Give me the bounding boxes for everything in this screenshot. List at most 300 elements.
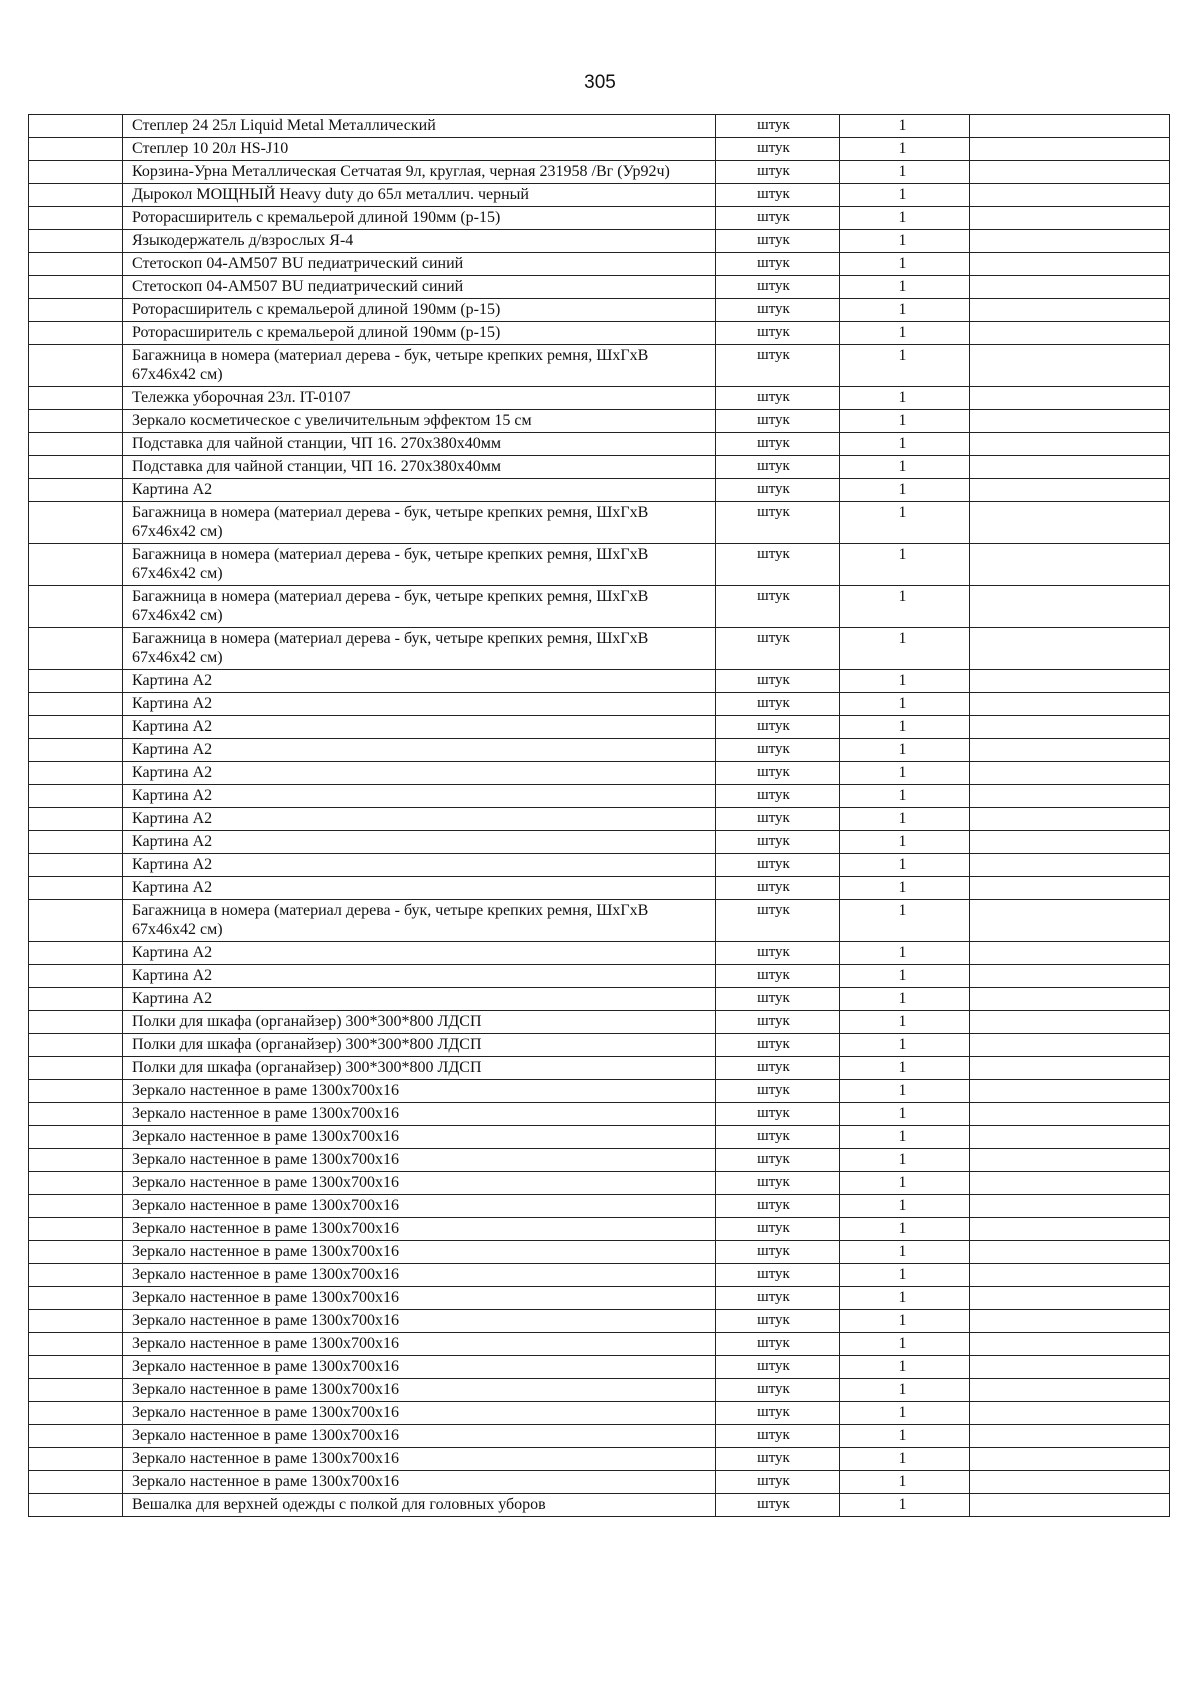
unit-cell: штук — [716, 276, 840, 299]
unit-cell: штук — [716, 387, 840, 410]
item-name-cell: Картина А2 — [123, 988, 716, 1011]
note-cell — [970, 1149, 1170, 1172]
unit-cell: штук — [716, 693, 840, 716]
quantity-cell: 1 — [840, 479, 970, 502]
item-name-cell: Картина А2 — [123, 965, 716, 988]
table-row — [29, 1149, 1170, 1172]
row-number-cell — [29, 1149, 123, 1172]
item-name-cell: Картина А2 — [123, 479, 716, 502]
table-row — [29, 628, 1170, 670]
item-name-cell: Языкодержатель д/взрослых Я-4 — [123, 230, 716, 253]
row-number-cell — [29, 387, 123, 410]
note-cell — [970, 1034, 1170, 1057]
note-cell — [970, 299, 1170, 322]
table-row — [29, 433, 1170, 456]
item-name-cell: Картина А2 — [123, 831, 716, 854]
table-row — [29, 1241, 1170, 1264]
note-cell — [970, 1057, 1170, 1080]
quantity-cell: 1 — [840, 1448, 970, 1471]
row-number-cell — [29, 1195, 123, 1218]
table-row — [29, 942, 1170, 965]
row-number-cell — [29, 785, 123, 808]
quantity-cell: 1 — [840, 739, 970, 762]
item-name-cell: Зеркало настенное в раме 1300х700х16 — [123, 1402, 716, 1425]
row-number-cell — [29, 345, 123, 387]
row-number-cell — [29, 1333, 123, 1356]
quantity-cell: 1 — [840, 1057, 970, 1080]
unit-cell: штук — [716, 479, 840, 502]
quantity-cell: 1 — [840, 1080, 970, 1103]
table-row — [29, 1172, 1170, 1195]
table-row — [29, 1287, 1170, 1310]
unit-cell: штук — [716, 1195, 840, 1218]
quantity-cell: 1 — [840, 1103, 970, 1126]
table-row — [29, 1310, 1170, 1333]
quantity-cell: 1 — [840, 1356, 970, 1379]
item-name-cell: Картина А2 — [123, 877, 716, 900]
table-row — [29, 276, 1170, 299]
quantity-cell: 1 — [840, 299, 970, 322]
table-row — [29, 586, 1170, 628]
quantity-cell: 1 — [840, 1287, 970, 1310]
note-cell — [970, 1402, 1170, 1425]
unit-cell: штук — [716, 739, 840, 762]
row-number-cell — [29, 253, 123, 276]
table-row — [29, 1448, 1170, 1471]
table-row — [29, 1379, 1170, 1402]
note-cell — [970, 942, 1170, 965]
unit-cell: штук — [716, 1494, 840, 1517]
row-number-cell — [29, 1379, 123, 1402]
quantity-cell: 1 — [840, 207, 970, 230]
note-cell — [970, 762, 1170, 785]
item-name-cell: Роторасширитель с кремальерой длиной 190мм (р-15) — [123, 299, 716, 322]
row-number-cell — [29, 988, 123, 1011]
note-cell — [970, 138, 1170, 161]
row-number-cell — [29, 1218, 123, 1241]
item-name-cell: Роторасширитель с кремальерой длиной 190мм (р-15) — [123, 322, 716, 345]
table-row — [29, 1011, 1170, 1034]
note-cell — [970, 1287, 1170, 1310]
unit-cell: штук — [716, 184, 840, 207]
table-row — [29, 762, 1170, 785]
note-cell — [970, 900, 1170, 942]
table-row — [29, 299, 1170, 322]
quantity-cell: 1 — [840, 988, 970, 1011]
quantity-cell: 1 — [840, 276, 970, 299]
item-name-cell: Картина А2 — [123, 739, 716, 762]
note-cell — [970, 230, 1170, 253]
note-cell — [970, 1241, 1170, 1264]
table-row — [29, 161, 1170, 184]
item-name-cell: Подставка для чайной станции, ЧП 16. 270х380х40мм — [123, 433, 716, 456]
note-cell — [970, 670, 1170, 693]
table-row — [29, 1080, 1170, 1103]
note-cell — [970, 1172, 1170, 1195]
quantity-cell: 1 — [840, 1471, 970, 1494]
table-row — [29, 785, 1170, 808]
row-number-cell — [29, 1425, 123, 1448]
note-cell — [970, 1126, 1170, 1149]
unit-cell: штук — [716, 1471, 840, 1494]
item-name-cell: Зеркало настенное в раме 1300х700х16 — [123, 1218, 716, 1241]
unit-cell: штук — [716, 716, 840, 739]
item-name-cell: Картина А2 — [123, 808, 716, 831]
row-number-cell — [29, 1057, 123, 1080]
unit-cell: штук — [716, 1402, 840, 1425]
note-cell — [970, 628, 1170, 670]
item-name-cell: Зеркало настенное в раме 1300х700х16 — [123, 1310, 716, 1333]
item-name-cell: Зеркало настенное в раме 1300х700х16 — [123, 1241, 716, 1264]
unit-cell: штук — [716, 1310, 840, 1333]
note-cell — [970, 345, 1170, 387]
note-cell — [970, 276, 1170, 299]
quantity-cell: 1 — [840, 808, 970, 831]
unit-cell: штук — [716, 502, 840, 544]
note-cell — [970, 387, 1170, 410]
table-row — [29, 808, 1170, 831]
quantity-cell: 1 — [840, 253, 970, 276]
note-cell — [970, 785, 1170, 808]
unit-cell: штук — [716, 1379, 840, 1402]
note-cell — [970, 1011, 1170, 1034]
quantity-cell: 1 — [840, 1172, 970, 1195]
row-number-cell — [29, 1494, 123, 1517]
table-row — [29, 854, 1170, 877]
table-row — [29, 1333, 1170, 1356]
item-name-cell: Зеркало настенное в раме 1300х700х16 — [123, 1356, 716, 1379]
table-row — [29, 1126, 1170, 1149]
item-name-cell: Багажница в номера (материал дерева - бук, четыре крепких ремня, ШхГхВ 67х46х42 см) — [123, 586, 716, 628]
item-name-cell: Степлер 24 25л Liquid Metal Металлический — [123, 115, 716, 138]
quantity-cell: 1 — [840, 138, 970, 161]
row-number-cell — [29, 138, 123, 161]
unit-cell: штук — [716, 1172, 840, 1195]
row-number-cell — [29, 1264, 123, 1287]
table-row — [29, 479, 1170, 502]
quantity-cell: 1 — [840, 877, 970, 900]
unit-cell: штук — [716, 877, 840, 900]
item-name-cell: Полки для шкафа (органайзер) 300*300*800 ЛДСП — [123, 1057, 716, 1080]
unit-cell: штук — [716, 785, 840, 808]
note-cell — [970, 322, 1170, 345]
row-number-cell — [29, 456, 123, 479]
item-name-cell: Зеркало настенное в раме 1300х700х16 — [123, 1448, 716, 1471]
table-row — [29, 900, 1170, 942]
table-row — [29, 1356, 1170, 1379]
unit-cell: штук — [716, 1356, 840, 1379]
quantity-cell: 1 — [840, 1241, 970, 1264]
unit-cell: штук — [716, 1057, 840, 1080]
note-cell — [970, 739, 1170, 762]
quantity-cell: 1 — [840, 1011, 970, 1034]
row-number-cell — [29, 1080, 123, 1103]
item-name-cell: Багажница в номера (материал дерева - бук, четыре крепких ремня, ШхГхВ 67х46х42 см) — [123, 628, 716, 670]
row-number-cell — [29, 1126, 123, 1149]
unit-cell: штук — [716, 1149, 840, 1172]
note-cell — [970, 207, 1170, 230]
row-number-cell — [29, 942, 123, 965]
quantity-cell: 1 — [840, 161, 970, 184]
quantity-cell: 1 — [840, 900, 970, 942]
quantity-cell: 1 — [840, 345, 970, 387]
table-row — [29, 693, 1170, 716]
row-number-cell — [29, 1011, 123, 1034]
table-row — [29, 502, 1170, 544]
table-row — [29, 965, 1170, 988]
row-number-cell — [29, 900, 123, 942]
quantity-cell: 1 — [840, 1218, 970, 1241]
table-row — [29, 1494, 1170, 1517]
unit-cell: штук — [716, 854, 840, 877]
unit-cell: штук — [716, 1287, 840, 1310]
unit-cell: штук — [716, 253, 840, 276]
page-number: 305 — [584, 72, 616, 93]
row-number-cell — [29, 161, 123, 184]
row-number-cell — [29, 1034, 123, 1057]
item-name-cell: Зеркало настенное в раме 1300х700х16 — [123, 1471, 716, 1494]
table-row — [29, 138, 1170, 161]
item-name-cell: Зеркало настенное в раме 1300х700х16 — [123, 1103, 716, 1126]
unit-cell: штук — [716, 900, 840, 942]
note-cell — [970, 586, 1170, 628]
item-name-cell: Картина А2 — [123, 854, 716, 877]
note-cell — [970, 456, 1170, 479]
quantity-cell: 1 — [840, 762, 970, 785]
row-number-cell — [29, 628, 123, 670]
quantity-cell: 1 — [840, 184, 970, 207]
unit-cell: штук — [716, 965, 840, 988]
table-row — [29, 988, 1170, 1011]
note-cell — [970, 1264, 1170, 1287]
inventory-table — [28, 114, 1170, 1517]
quantity-cell: 1 — [840, 322, 970, 345]
item-name-cell: Картина А2 — [123, 693, 716, 716]
unit-cell: штук — [716, 115, 840, 138]
quantity-cell: 1 — [840, 628, 970, 670]
note-cell — [970, 693, 1170, 716]
note-cell — [970, 161, 1170, 184]
table-row — [29, 184, 1170, 207]
item-name-cell: Зеркало настенное в раме 1300х700х16 — [123, 1287, 716, 1310]
note-cell — [970, 410, 1170, 433]
item-name-cell: Полки для шкафа (органайзер) 300*300*800 ЛДСП — [123, 1011, 716, 1034]
row-number-cell — [29, 544, 123, 586]
row-number-cell — [29, 670, 123, 693]
quantity-cell: 1 — [840, 1126, 970, 1149]
table-row — [29, 322, 1170, 345]
row-number-cell — [29, 322, 123, 345]
unit-cell: штук — [716, 586, 840, 628]
table-row — [29, 230, 1170, 253]
quantity-cell: 1 — [840, 387, 970, 410]
row-number-cell — [29, 1287, 123, 1310]
note-cell — [970, 1356, 1170, 1379]
quantity-cell: 1 — [840, 1195, 970, 1218]
row-number-cell — [29, 586, 123, 628]
quantity-cell: 1 — [840, 1379, 970, 1402]
row-number-cell — [29, 115, 123, 138]
unit-cell: штук — [716, 1264, 840, 1287]
table-row — [29, 739, 1170, 762]
row-number-cell — [29, 433, 123, 456]
table-row — [29, 544, 1170, 586]
item-name-cell: Зеркало косметическое с увеличительным эффектом 15 см — [123, 410, 716, 433]
table-row — [29, 253, 1170, 276]
item-name-cell: Зеркало настенное в раме 1300х700х16 — [123, 1172, 716, 1195]
note-cell — [970, 502, 1170, 544]
table-body — [29, 115, 1170, 1517]
item-name-cell: Зеркало настенное в раме 1300х700х16 — [123, 1264, 716, 1287]
item-name-cell: Подставка для чайной станции, ЧП 16. 270х380х40мм — [123, 456, 716, 479]
item-name-cell: Картина А2 — [123, 670, 716, 693]
note-cell — [970, 115, 1170, 138]
unit-cell: штук — [716, 138, 840, 161]
unit-cell: штук — [716, 942, 840, 965]
row-number-cell — [29, 207, 123, 230]
unit-cell: штук — [716, 1241, 840, 1264]
item-name-cell: Картина А2 — [123, 716, 716, 739]
table-row — [29, 207, 1170, 230]
row-number-cell — [29, 808, 123, 831]
quantity-cell: 1 — [840, 1149, 970, 1172]
unit-cell: штук — [716, 831, 840, 854]
quantity-cell: 1 — [840, 1402, 970, 1425]
quantity-cell: 1 — [840, 1034, 970, 1057]
row-number-cell — [29, 479, 123, 502]
quantity-cell: 1 — [840, 1494, 970, 1517]
unit-cell: штук — [716, 988, 840, 1011]
item-name-cell: Картина А2 — [123, 762, 716, 785]
item-name-cell: Корзина-Урна Металлическая Сетчатая 9л, круглая, черная 231958 /Вг (Ур92ч) — [123, 161, 716, 184]
quantity-cell: 1 — [840, 456, 970, 479]
item-name-cell: Багажница в номера (материал дерева - бук, четыре крепких ремня, ШхГхВ 67х46х42 см) — [123, 345, 716, 387]
table-row — [29, 1264, 1170, 1287]
row-number-cell — [29, 1471, 123, 1494]
row-number-cell — [29, 854, 123, 877]
unit-cell: штук — [716, 1218, 840, 1241]
unit-cell: штук — [716, 1333, 840, 1356]
note-cell — [970, 1103, 1170, 1126]
row-number-cell — [29, 1402, 123, 1425]
table-row — [29, 877, 1170, 900]
note-cell — [970, 716, 1170, 739]
table-row — [29, 1425, 1170, 1448]
row-number-cell — [29, 693, 123, 716]
unit-cell: штук — [716, 1126, 840, 1149]
quantity-cell: 1 — [840, 831, 970, 854]
note-cell — [970, 1310, 1170, 1333]
item-name-cell: Стетоскоп 04-AM507 BU педиатрический синий — [123, 253, 716, 276]
quantity-cell: 1 — [840, 1264, 970, 1287]
quantity-cell: 1 — [840, 502, 970, 544]
table-row — [29, 115, 1170, 138]
unit-cell: штук — [716, 433, 840, 456]
note-cell — [970, 877, 1170, 900]
row-number-cell — [29, 762, 123, 785]
quantity-cell: 1 — [840, 544, 970, 586]
note-cell — [970, 1218, 1170, 1241]
unit-cell: штук — [716, 410, 840, 433]
quantity-cell: 1 — [840, 1425, 970, 1448]
row-number-cell — [29, 965, 123, 988]
row-number-cell — [29, 230, 123, 253]
item-name-cell: Картина А2 — [123, 942, 716, 965]
item-name-cell: Багажница в номера (материал дерева - бук, четыре крепких ремня, ШхГхВ 67х46х42 см) — [123, 900, 716, 942]
unit-cell: штук — [716, 1448, 840, 1471]
note-cell — [970, 1080, 1170, 1103]
item-name-cell: Зеркало настенное в раме 1300х700х16 — [123, 1195, 716, 1218]
item-name-cell: Багажница в номера (материал дерева - бук, четыре крепких ремня, ШхГхВ 67х46х42 см) — [123, 502, 716, 544]
unit-cell: штук — [716, 1011, 840, 1034]
quantity-cell: 1 — [840, 965, 970, 988]
unit-cell: штук — [716, 628, 840, 670]
unit-cell: штук — [716, 207, 840, 230]
quantity-cell: 1 — [840, 1333, 970, 1356]
item-name-cell: Зеркало настенное в раме 1300х700х16 — [123, 1126, 716, 1149]
quantity-cell: 1 — [840, 942, 970, 965]
unit-cell: штук — [716, 299, 840, 322]
row-number-cell — [29, 831, 123, 854]
table-row — [29, 670, 1170, 693]
row-number-cell — [29, 502, 123, 544]
table-row — [29, 456, 1170, 479]
row-number-cell — [29, 299, 123, 322]
item-name-cell: Зеркало настенное в раме 1300х700х16 — [123, 1379, 716, 1402]
quantity-cell: 1 — [840, 693, 970, 716]
quantity-cell: 1 — [840, 1310, 970, 1333]
unit-cell: штук — [716, 1425, 840, 1448]
unit-cell: штук — [716, 1080, 840, 1103]
note-cell — [970, 808, 1170, 831]
item-name-cell: Дырокол МОЩНЫЙ Heavy duty до 65л металлич. черный — [123, 184, 716, 207]
table-row — [29, 1057, 1170, 1080]
table-row — [29, 1103, 1170, 1126]
unit-cell: штук — [716, 230, 840, 253]
item-name-cell: Полки для шкафа (органайзер) 300*300*800 ЛДСП — [123, 1034, 716, 1057]
item-name-cell: Картина А2 — [123, 785, 716, 808]
table-row — [29, 716, 1170, 739]
note-cell — [970, 1448, 1170, 1471]
quantity-cell: 1 — [840, 785, 970, 808]
table-row — [29, 1471, 1170, 1494]
note-cell — [970, 1195, 1170, 1218]
note-cell — [970, 831, 1170, 854]
row-number-cell — [29, 1448, 123, 1471]
quantity-cell: 1 — [840, 670, 970, 693]
item-name-cell: Зеркало настенное в раме 1300х700х16 — [123, 1149, 716, 1172]
unit-cell: штук — [716, 456, 840, 479]
quantity-cell: 1 — [840, 586, 970, 628]
unit-cell: штук — [716, 808, 840, 831]
row-number-cell — [29, 1172, 123, 1195]
row-number-cell — [29, 716, 123, 739]
note-cell — [970, 965, 1170, 988]
quantity-cell: 1 — [840, 433, 970, 456]
note-cell — [970, 433, 1170, 456]
unit-cell: штук — [716, 322, 840, 345]
note-cell — [970, 988, 1170, 1011]
table-row — [29, 387, 1170, 410]
item-name-cell: Зеркало настенное в раме 1300х700х16 — [123, 1333, 716, 1356]
item-name-cell: Стетоскоп 04-AM507 BU педиатрический синий — [123, 276, 716, 299]
item-name-cell: Багажница в номера (материал дерева - бук, четыре крепких ремня, ШхГхВ 67х46х42 см) — [123, 544, 716, 586]
note-cell — [970, 479, 1170, 502]
unit-cell: штук — [716, 1103, 840, 1126]
unit-cell: штук — [716, 544, 840, 586]
item-name-cell: Степлер 10 20л HS-J10 — [123, 138, 716, 161]
quantity-cell: 1 — [840, 716, 970, 739]
